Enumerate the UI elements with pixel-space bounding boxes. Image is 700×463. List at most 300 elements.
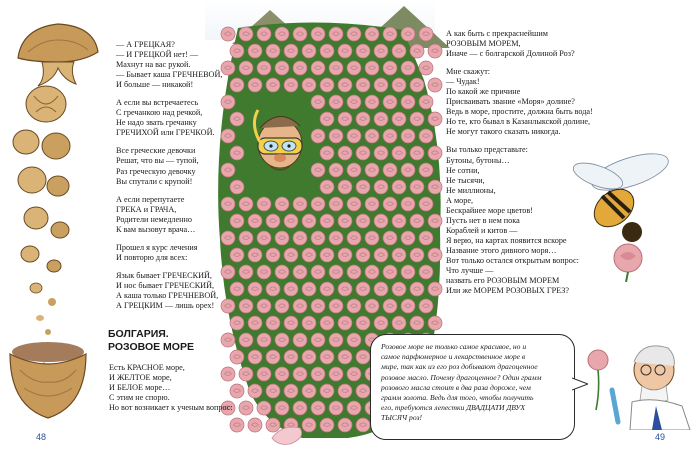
poem-line: Но вот возникает к ученым вопрос: bbox=[109, 403, 233, 413]
rose-icon bbox=[383, 265, 397, 279]
rose-icon bbox=[401, 197, 415, 211]
rose-icon bbox=[320, 180, 334, 194]
poem-line: И БЕЛОЕ море… bbox=[109, 383, 171, 393]
rose-icon bbox=[320, 78, 334, 92]
rose-icon bbox=[401, 61, 415, 75]
rose-icon bbox=[347, 27, 361, 41]
rose-icon bbox=[257, 27, 271, 41]
poem-line: Иначе — с болгарской Долиной Роз? bbox=[446, 49, 575, 59]
poem-line: Есть КРАСНОЕ море, bbox=[109, 363, 185, 372]
rose-icon bbox=[410, 180, 424, 194]
rose-icon bbox=[239, 333, 253, 347]
rose-icon bbox=[284, 44, 298, 58]
rose-icon bbox=[329, 95, 343, 109]
rose-icon bbox=[365, 61, 379, 75]
rose-icon bbox=[230, 44, 244, 58]
rose-icon bbox=[302, 248, 316, 262]
rose-icon bbox=[329, 61, 343, 75]
poem-line: Родители немедленно bbox=[116, 214, 192, 224]
rose-icon bbox=[302, 214, 316, 228]
rose-icon bbox=[329, 197, 343, 211]
rose-icon bbox=[221, 61, 235, 75]
rose-icon bbox=[428, 78, 442, 92]
walnut-icon bbox=[12, 18, 102, 88]
rose-icon bbox=[257, 401, 271, 415]
rose-icon bbox=[284, 350, 298, 364]
poem-stanza bbox=[446, 29, 606, 59]
rose-icon bbox=[338, 350, 352, 364]
fact-bubble bbox=[370, 334, 575, 440]
rose-icon bbox=[239, 299, 253, 313]
poem-line: Вы только представьте: bbox=[446, 145, 528, 155]
rose-icon bbox=[257, 367, 271, 381]
rose-icon bbox=[338, 78, 352, 92]
rose-icon bbox=[347, 163, 361, 177]
rose-icon bbox=[374, 282, 388, 296]
poem-line: Мне скажут: bbox=[446, 67, 491, 77]
rose-icon bbox=[347, 197, 361, 211]
rose-icon bbox=[230, 418, 244, 432]
rose-icon bbox=[293, 27, 307, 41]
poem-line: Язык бывает ГРЕЧЕСКИЙ, bbox=[116, 270, 212, 280]
poem-line: Присваивать звание «Моря» долине? bbox=[446, 97, 575, 107]
rose-icon bbox=[311, 197, 325, 211]
rose-icon bbox=[329, 163, 343, 177]
rose-icon bbox=[365, 129, 379, 143]
rose-icon bbox=[275, 333, 289, 347]
poem-line: — А ГРЕЦКАЯ? bbox=[116, 40, 175, 49]
rose-icon bbox=[311, 163, 325, 177]
rose-icon bbox=[266, 282, 280, 296]
rose-icon bbox=[347, 299, 361, 313]
rose-icon bbox=[338, 146, 352, 160]
rose-icon bbox=[374, 112, 388, 126]
left-poem bbox=[116, 40, 223, 319]
right-poem bbox=[446, 29, 606, 304]
rose-icon bbox=[275, 231, 289, 245]
rose-icon bbox=[221, 95, 235, 109]
rose-icon bbox=[293, 265, 307, 279]
rose-icon bbox=[356, 214, 370, 228]
rose-icon bbox=[266, 316, 280, 330]
rose-icon bbox=[356, 384, 370, 398]
rose-icon bbox=[284, 78, 298, 92]
rose-icon bbox=[248, 78, 262, 92]
poem-line: Что лучше — bbox=[446, 266, 494, 276]
rose-icon bbox=[221, 265, 235, 279]
rose-icon bbox=[221, 129, 235, 143]
rose-icon bbox=[221, 333, 235, 347]
poem-line: РОЗОВЫМ МОРЕМ, bbox=[446, 39, 521, 49]
poem-line: Пусть нет в нем пока bbox=[446, 215, 520, 225]
rose-icon bbox=[293, 299, 307, 313]
rose-icon bbox=[365, 231, 379, 245]
rose-icon bbox=[293, 333, 307, 347]
rose-icon bbox=[329, 129, 343, 143]
poem-line: Ведь в море, простите, должна быть вода! bbox=[446, 107, 593, 117]
rose-icon bbox=[347, 265, 361, 279]
rose-icon bbox=[221, 231, 235, 245]
rose-icon bbox=[428, 282, 442, 296]
rose-icon bbox=[419, 299, 433, 313]
rose-icon bbox=[320, 350, 334, 364]
poem-line: А как быть с прекраснейшим bbox=[446, 29, 548, 38]
rose-icon bbox=[329, 231, 343, 245]
rose-icon bbox=[410, 316, 424, 330]
rose-icon bbox=[392, 44, 406, 58]
rose-icon bbox=[428, 112, 442, 126]
rose-icon bbox=[401, 27, 415, 41]
heading-line: БОЛГАРИЯ. bbox=[108, 328, 169, 340]
rose-icon bbox=[419, 27, 433, 41]
poem-stanza bbox=[116, 98, 215, 138]
rose-icon bbox=[248, 350, 262, 364]
rose-icon bbox=[338, 282, 352, 296]
poem-line: — Бывает каша ГРЕЧНЕВОЙ, bbox=[116, 70, 223, 80]
heading-line: РОЗОВОЕ МОРЕ bbox=[108, 341, 194, 353]
rose-icon bbox=[239, 231, 253, 245]
poem-line: Решат, что вы — тупой, bbox=[116, 156, 199, 166]
poem-line: По какой же причине bbox=[446, 87, 521, 97]
rose-icon bbox=[338, 112, 352, 126]
poem-stanza bbox=[446, 145, 606, 296]
poem-line: Не сотни, bbox=[446, 165, 480, 175]
rose-icon bbox=[239, 61, 253, 75]
rose-icon bbox=[275, 299, 289, 313]
rose-icon bbox=[284, 248, 298, 262]
rose-icon bbox=[293, 231, 307, 245]
rose-icon bbox=[302, 350, 316, 364]
rose-icon bbox=[428, 316, 442, 330]
rose-icon bbox=[383, 61, 397, 75]
rose-icon bbox=[392, 248, 406, 262]
poem-line: Вы спутали с крупой! bbox=[116, 176, 193, 186]
poem-line: Не тысячи, bbox=[446, 175, 485, 185]
rose-icon bbox=[302, 384, 316, 398]
rose-icon bbox=[383, 95, 397, 109]
rose-icon bbox=[302, 316, 316, 330]
rose-icon bbox=[428, 44, 442, 58]
bubble-line: самое парфюмерное и лекарственное море в bbox=[381, 352, 526, 362]
rose-icon bbox=[284, 316, 298, 330]
rose-icon bbox=[374, 214, 388, 228]
rose-icon bbox=[401, 265, 415, 279]
rose-icon bbox=[266, 248, 280, 262]
rose-icon bbox=[284, 214, 298, 228]
poem-line: ГРЕЧИХОЙ или ГРЕЧКОЙ. bbox=[116, 128, 215, 138]
rose-icon bbox=[257, 299, 271, 313]
rose-icon bbox=[320, 282, 334, 296]
rose-icon bbox=[383, 27, 397, 41]
rose-icon bbox=[383, 231, 397, 245]
rose-icon bbox=[392, 316, 406, 330]
petal-icon bbox=[270, 424, 306, 446]
rose-icon bbox=[257, 231, 271, 245]
rose-icon bbox=[338, 44, 352, 58]
rose-icon bbox=[419, 61, 433, 75]
rose-icon bbox=[419, 163, 433, 177]
rose-icon bbox=[320, 248, 334, 262]
rose-icon bbox=[320, 418, 334, 432]
bubble-line: грамм золота. Ведь для того, чтобы получить bbox=[381, 393, 534, 403]
rose-icon bbox=[410, 248, 424, 262]
rose-icon bbox=[311, 129, 325, 143]
rose-icon bbox=[230, 146, 244, 160]
rose-icon bbox=[221, 197, 235, 211]
rose-icon bbox=[284, 384, 298, 398]
rose-icon bbox=[257, 197, 271, 211]
bubble-line: Розовое море не только самое красивое, но и bbox=[381, 342, 527, 351]
poem-stanza bbox=[116, 40, 223, 90]
poem-line: Но те, кто бывал в Казанлыкской долине, bbox=[446, 117, 591, 127]
poem-stanza bbox=[446, 67, 606, 137]
bubble-line: ТЫСЯЧ роз! bbox=[381, 413, 423, 423]
rose-icon bbox=[410, 214, 424, 228]
rose-icon bbox=[329, 367, 343, 381]
rose-icon bbox=[302, 78, 316, 92]
rose-icon bbox=[293, 401, 307, 415]
rose-icon bbox=[248, 316, 262, 330]
rose-icon bbox=[374, 248, 388, 262]
poem-stanza bbox=[116, 270, 219, 311]
rose-icon bbox=[392, 146, 406, 160]
rose-icon bbox=[392, 214, 406, 228]
rose-icon bbox=[338, 316, 352, 330]
rose-icon bbox=[410, 282, 424, 296]
rose-icon bbox=[275, 265, 289, 279]
rose-icon bbox=[230, 180, 244, 194]
rose-icon bbox=[239, 27, 253, 41]
poem-line: И ЖЕЛТОЕ море, bbox=[109, 373, 172, 383]
rose-icon bbox=[365, 95, 379, 109]
rose-icon bbox=[293, 367, 307, 381]
bubble-line: розового масла стоит в два раза дороже, чем bbox=[381, 382, 531, 392]
rose-icon bbox=[266, 384, 280, 398]
rose-icon bbox=[275, 61, 289, 75]
poem-line: С гречанкою над речкой, bbox=[116, 108, 203, 118]
poem-line: Название этого дивного моря… bbox=[446, 245, 557, 255]
poem-line: Махнут на вас рукой. bbox=[116, 60, 191, 70]
poem-line: назвать его РОЗОВЫМ МОРЕМ bbox=[446, 276, 560, 286]
rose-icon bbox=[347, 333, 361, 347]
poem-line: Я верю, на картах появится вскоре bbox=[446, 235, 567, 245]
rose-icon bbox=[356, 316, 370, 330]
rose-icon bbox=[275, 367, 289, 381]
rose-icon bbox=[356, 78, 370, 92]
rose-icon bbox=[356, 418, 370, 432]
rose-icon bbox=[356, 282, 370, 296]
rose-icon bbox=[392, 180, 406, 194]
poem-line: К вам вызовут врача… bbox=[116, 224, 196, 234]
rose-icon bbox=[266, 78, 280, 92]
poem-line: Вот только остался открытым вопрос: bbox=[446, 255, 579, 265]
rose-icon bbox=[221, 163, 235, 177]
rose-icon bbox=[311, 333, 325, 347]
rose-icon bbox=[248, 282, 262, 296]
rose-icon bbox=[365, 197, 379, 211]
rose-icon bbox=[329, 401, 343, 415]
poem-line: ГРЕКА и ГРАЧА, bbox=[116, 204, 177, 214]
poem-line: Не могут такого сказать никогда. bbox=[446, 127, 561, 137]
rose-icon bbox=[374, 180, 388, 194]
poem-line: Не миллионы, bbox=[446, 185, 496, 195]
rose-icon bbox=[320, 214, 334, 228]
diver-mask-icon bbox=[246, 104, 310, 186]
rose-icon bbox=[428, 248, 442, 262]
rose-icon bbox=[419, 95, 433, 109]
rose-icon bbox=[374, 78, 388, 92]
rose-icon bbox=[230, 78, 244, 92]
rose-icon bbox=[428, 180, 442, 194]
rose-icon bbox=[365, 265, 379, 279]
rose-icon bbox=[311, 27, 325, 41]
walnut-icon bbox=[4, 318, 92, 426]
rose-icon bbox=[230, 350, 244, 364]
poem-line: С этим не спорю. bbox=[109, 393, 170, 403]
rose-icon bbox=[365, 163, 379, 177]
rose-icon bbox=[410, 112, 424, 126]
rose-icon bbox=[401, 163, 415, 177]
rose-icon bbox=[338, 418, 352, 432]
rose-icon bbox=[365, 299, 379, 313]
rose-icon bbox=[311, 231, 325, 245]
rose-icon bbox=[293, 61, 307, 75]
rose-icon bbox=[419, 197, 433, 211]
rose-icon bbox=[311, 265, 325, 279]
rose-icon bbox=[374, 44, 388, 58]
rose-icon bbox=[248, 248, 262, 262]
poem-line: — Чудак! bbox=[446, 77, 480, 87]
poem-line: Или же МОРЕМ РОЗОВЫХ ГРЕЗ? bbox=[446, 286, 569, 296]
poem-line: Бутоны, бутоны… bbox=[446, 155, 510, 165]
rose-icon bbox=[329, 299, 343, 313]
bubble-line: мире, так как из его роз добывают драгоценное bbox=[381, 362, 538, 372]
rose-icon bbox=[401, 95, 415, 109]
rose-icon bbox=[392, 112, 406, 126]
rose-icon bbox=[383, 197, 397, 211]
rose-icon bbox=[356, 146, 370, 160]
rose-icon bbox=[311, 299, 325, 313]
rose-icon bbox=[347, 367, 361, 381]
rose-icon bbox=[329, 27, 343, 41]
rose-icon bbox=[275, 197, 289, 211]
rose-icon bbox=[266, 214, 280, 228]
poem-line: А если вы встречаетесь bbox=[116, 98, 199, 108]
rose-icon bbox=[284, 282, 298, 296]
scientist-icon bbox=[572, 330, 698, 430]
rose-icon bbox=[410, 44, 424, 58]
rose-icon bbox=[419, 265, 433, 279]
rose-icon bbox=[248, 44, 262, 58]
rose-icon bbox=[338, 248, 352, 262]
rose-icon bbox=[257, 61, 271, 75]
poem-line: Раз греческую девочку bbox=[116, 166, 196, 176]
rose-icon bbox=[320, 316, 334, 330]
rose-icon bbox=[257, 265, 271, 279]
rose-icon bbox=[401, 299, 415, 313]
rose-icon bbox=[248, 418, 262, 432]
poem-stanza bbox=[116, 195, 208, 235]
rose-icon bbox=[230, 214, 244, 228]
rose-icon bbox=[311, 367, 325, 381]
rose-icon bbox=[302, 44, 316, 58]
page-number-left: 48 bbox=[36, 432, 47, 442]
poem-stanza bbox=[116, 243, 208, 263]
page-number-right: 49 bbox=[655, 432, 666, 442]
rose-icon bbox=[365, 27, 379, 41]
poem-line: Бескрайнее море цветов! bbox=[446, 205, 533, 215]
rose-icon bbox=[347, 401, 361, 415]
poem-line: И нос бывает ГРЕЧЕСКИЙ, bbox=[116, 280, 215, 290]
rose-icon bbox=[239, 197, 253, 211]
rose-icon bbox=[419, 231, 433, 245]
rose-icon bbox=[248, 214, 262, 228]
rose-icon bbox=[275, 27, 289, 41]
poem-line: А море, bbox=[446, 195, 474, 205]
section-heading bbox=[108, 328, 218, 354]
rose-icon bbox=[356, 180, 370, 194]
rose-icon bbox=[320, 112, 334, 126]
poem-line: И повторю для всех: bbox=[116, 252, 188, 262]
section-text bbox=[109, 363, 259, 413]
rose-icon bbox=[320, 384, 334, 398]
poem-line: Не надо звать гречанку bbox=[116, 118, 197, 128]
rose-icon bbox=[230, 316, 244, 330]
rose-icon bbox=[266, 350, 280, 364]
rose-icon bbox=[338, 180, 352, 194]
rose-icon bbox=[230, 282, 244, 296]
poem-line: А ГРЕЦКИМ — лишь орех! bbox=[116, 301, 215, 311]
rose-icon bbox=[320, 44, 334, 58]
rose-icon bbox=[338, 384, 352, 398]
rose-icon bbox=[356, 248, 370, 262]
rose-icon bbox=[401, 129, 415, 143]
poem-line: Кораблей и китов — bbox=[446, 225, 518, 235]
rose-icon bbox=[257, 333, 271, 347]
rose-icon bbox=[419, 129, 433, 143]
rose-icon bbox=[230, 248, 244, 262]
rose-icon bbox=[239, 265, 253, 279]
rose-icon bbox=[338, 214, 352, 228]
rose-icon bbox=[230, 112, 244, 126]
rose-icon bbox=[392, 282, 406, 296]
bubble-line: его, требуются лепестки ДВАДЦАТИ ДВУХ bbox=[381, 403, 526, 413]
rose-icon bbox=[347, 129, 361, 143]
rose-icon bbox=[311, 401, 325, 415]
rose-icon bbox=[347, 61, 361, 75]
poem-line: Прошел я курс лечения bbox=[116, 242, 198, 252]
rose-icon bbox=[383, 129, 397, 143]
rose-icon bbox=[311, 95, 325, 109]
poem-line: И больше — никакой! bbox=[116, 80, 194, 90]
bubble-line: розовое масло. Почему драгоценное? Один грамм bbox=[381, 372, 542, 382]
bubble-text bbox=[381, 342, 566, 424]
rose-icon bbox=[293, 197, 307, 211]
rose-icon bbox=[410, 78, 424, 92]
rose-icon bbox=[383, 163, 397, 177]
rose-icon bbox=[221, 299, 235, 313]
poem-stanza bbox=[116, 146, 208, 186]
rose-icon bbox=[329, 333, 343, 347]
rose-icon bbox=[221, 27, 235, 41]
rose-icon bbox=[374, 316, 388, 330]
rose-icon bbox=[320, 146, 334, 160]
rose-icon bbox=[356, 44, 370, 58]
rose-icon bbox=[329, 265, 343, 279]
poem-line: Все греческие девочки bbox=[116, 146, 196, 156]
rose-icon bbox=[266, 44, 280, 58]
rose-icon bbox=[428, 214, 442, 228]
